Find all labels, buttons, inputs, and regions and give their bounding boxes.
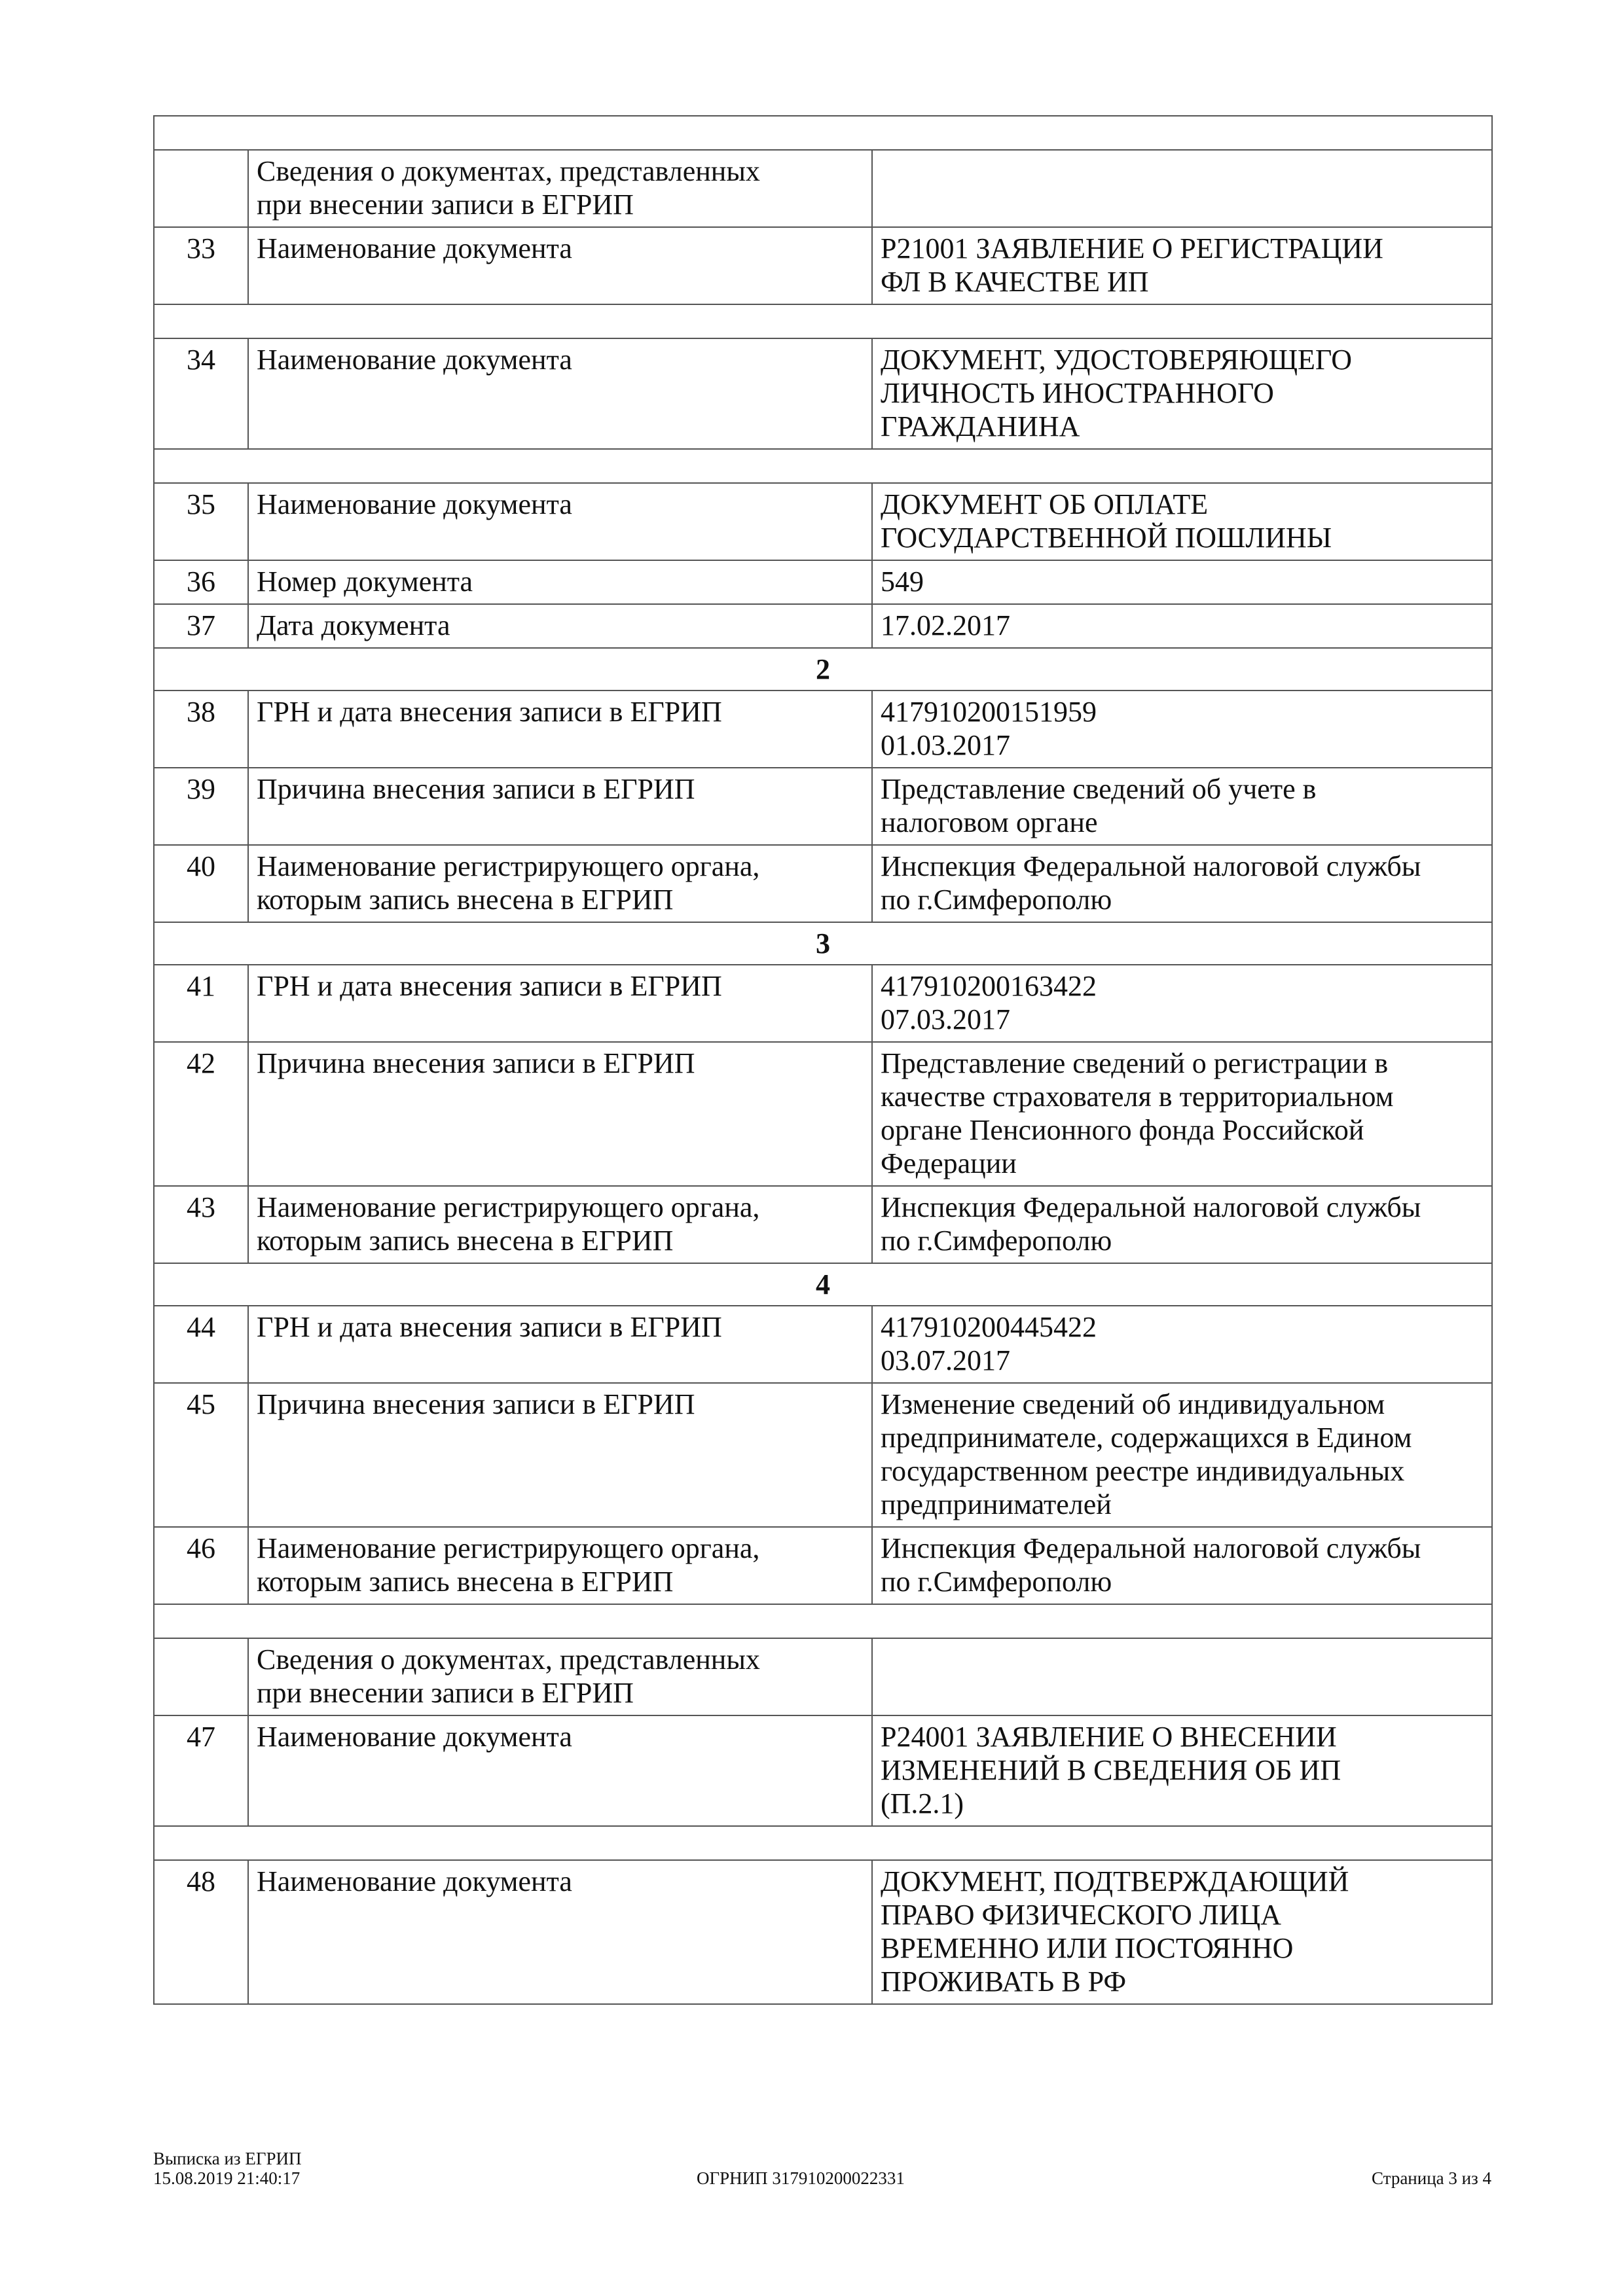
table-row (154, 1306, 1492, 1383)
row-number: 33 (154, 227, 248, 304)
table-row (154, 604, 1492, 648)
footer-doc-info (153, 2149, 301, 2188)
row-label: ГРН и дата внесения записи в ЕГРИП (248, 691, 872, 768)
spacer-row (154, 1604, 1492, 1638)
section-header-row (154, 922, 1492, 965)
row-label: Причина внесения записи в ЕГРИП (248, 768, 872, 845)
footer-page-number: Страница 3 из 4 (1372, 2168, 1491, 2188)
row-number (154, 1638, 248, 1715)
row-number: 48 (154, 1860, 248, 2004)
row-number: 42 (154, 1042, 248, 1186)
table-row (154, 1715, 1492, 1826)
row-label: Наименование регистрирующего органа, которым запись внесена в ЕГРИП (248, 1527, 872, 1604)
footer-ogrnip: ОГРНИП 317910200022331 (697, 2168, 905, 2188)
row-label: ГРН и дата внесения записи в ЕГРИП (248, 1306, 872, 1383)
row-value: 549 (872, 560, 1492, 604)
spacer-row (154, 304, 1492, 338)
row-value: ДОКУМЕНТ ОБ ОПЛАТЕ ГОСУДАРСТВЕННОЙ ПОШЛИНЫ (872, 483, 1492, 560)
row-value: Инспекция Федеральной налоговой службы по г.Симферополю (872, 1527, 1492, 1604)
table-row (154, 691, 1492, 768)
footer-timestamp: 15.08.2019 21:40:17 (153, 2168, 301, 2188)
row-number: 45 (154, 1383, 248, 1527)
row-label: Наименование документа (248, 1715, 872, 1826)
table-row (154, 560, 1492, 604)
row-label: Причина внесения записи в ЕГРИП (248, 1383, 872, 1527)
section-number: 4 (154, 1263, 1492, 1306)
row-value: Инспекция Федеральной налоговой службы по г.Симферополю (872, 1186, 1492, 1263)
table-row (154, 1527, 1492, 1604)
row-number: 43 (154, 1186, 248, 1263)
table-row (154, 965, 1492, 1042)
row-number: 41 (154, 965, 248, 1042)
table-row (154, 845, 1492, 922)
section-number: 3 (154, 922, 1492, 965)
table-row (154, 150, 1492, 227)
row-value: Изменение сведений об индивидуальном предпринимателе, содержащихся в Едином государственном реестре индивидуальных предпринимателей (872, 1383, 1492, 1527)
egrip-record-table (153, 115, 1493, 2005)
row-label: Наименование регистрирующего органа, которым запись внесена в ЕГРИП (248, 1186, 872, 1263)
row-value: 17.02.2017 (872, 604, 1492, 648)
spacer-cell (154, 1604, 1492, 1638)
row-number (154, 150, 248, 227)
row-number: 34 (154, 338, 248, 449)
row-value: ДОКУМЕНТ, ПОДТВЕРЖДАЮЩИЙ ПРАВО ФИЗИЧЕСКОГО ЛИЦА ВРЕМЕННО ИЛИ ПОСТОЯННО ПРОЖИВАТЬ В РФ (872, 1860, 1492, 2004)
row-number: 47 (154, 1715, 248, 1826)
spacer-cell (154, 116, 1492, 150)
row-label: Сведения о документах, представленных при внесении записи в ЕГРИП (248, 150, 872, 227)
row-label: Сведения о документах, представленных при внесении записи в ЕГРИП (248, 1638, 872, 1715)
row-label: Номер документа (248, 560, 872, 604)
row-label: Причина внесения записи в ЕГРИП (248, 1042, 872, 1186)
table-row (154, 1383, 1492, 1527)
section-header-row (154, 648, 1492, 691)
row-value: 417910200151959 01.03.2017 (872, 691, 1492, 768)
table-row (154, 1186, 1492, 1263)
row-label: ГРН и дата внесения записи в ЕГРИП (248, 965, 872, 1042)
page-footer (153, 2149, 1491, 2201)
spacer-row (154, 1826, 1492, 1860)
table-row (154, 338, 1492, 449)
row-number: 46 (154, 1527, 248, 1604)
table-row (154, 768, 1492, 845)
row-value: Представление сведений об учете в налоговом органе (872, 768, 1492, 845)
table-row (154, 483, 1492, 560)
row-label: Наименование документа (248, 227, 872, 304)
spacer-cell (154, 1826, 1492, 1860)
row-value: 417910200445422 03.07.2017 (872, 1306, 1492, 1383)
row-number: 40 (154, 845, 248, 922)
row-value: Р24001 ЗАЯВЛЕНИЕ О ВНЕСЕНИИ ИЗМЕНЕНИЙ В СВЕДЕНИЯ ОБ ИП (П.2.1) (872, 1715, 1492, 1826)
row-number: 37 (154, 604, 248, 648)
row-label: Дата документа (248, 604, 872, 648)
spacer-cell (154, 304, 1492, 338)
row-value (872, 150, 1492, 227)
footer-doc-title: Выписка из ЕГРИП (153, 2149, 302, 2168)
spacer-cell (154, 449, 1492, 483)
row-number: 35 (154, 483, 248, 560)
spacer-row (154, 116, 1492, 150)
row-number: 38 (154, 691, 248, 768)
table-body (154, 116, 1492, 2004)
row-number: 39 (154, 768, 248, 845)
row-number: 36 (154, 560, 248, 604)
row-value: Р21001 ЗАЯВЛЕНИЕ О РЕГИСТРАЦИИ ФЛ В КАЧЕСТВЕ ИП (872, 227, 1492, 304)
row-label: Наименование документа (248, 483, 872, 560)
table-row (154, 227, 1492, 304)
row-value: 417910200163422 07.03.2017 (872, 965, 1492, 1042)
spacer-row (154, 449, 1492, 483)
row-value: Инспекция Федеральной налоговой службы по г.Симферополю (872, 845, 1492, 922)
table-row (154, 1042, 1492, 1186)
row-value: Представление сведений о регистрации в качестве страхователя в территориальном органе Пенсионного фонда Российской Федерации (872, 1042, 1492, 1186)
row-label: Наименование документа (248, 338, 872, 449)
section-number: 2 (154, 648, 1492, 691)
row-number: 44 (154, 1306, 248, 1383)
section-header-row (154, 1263, 1492, 1306)
row-label: Наименование регистрирующего органа, которым запись внесена в ЕГРИП (248, 845, 872, 922)
row-value: ДОКУМЕНТ, УДОСТОВЕРЯЮЩЕГО ЛИЧНОСТЬ ИНОСТРАННОГО ГРАЖДАНИНА (872, 338, 1492, 449)
row-value (872, 1638, 1492, 1715)
table-row (154, 1860, 1492, 2004)
row-label: Наименование документа (248, 1860, 872, 2004)
table-row (154, 1638, 1492, 1715)
